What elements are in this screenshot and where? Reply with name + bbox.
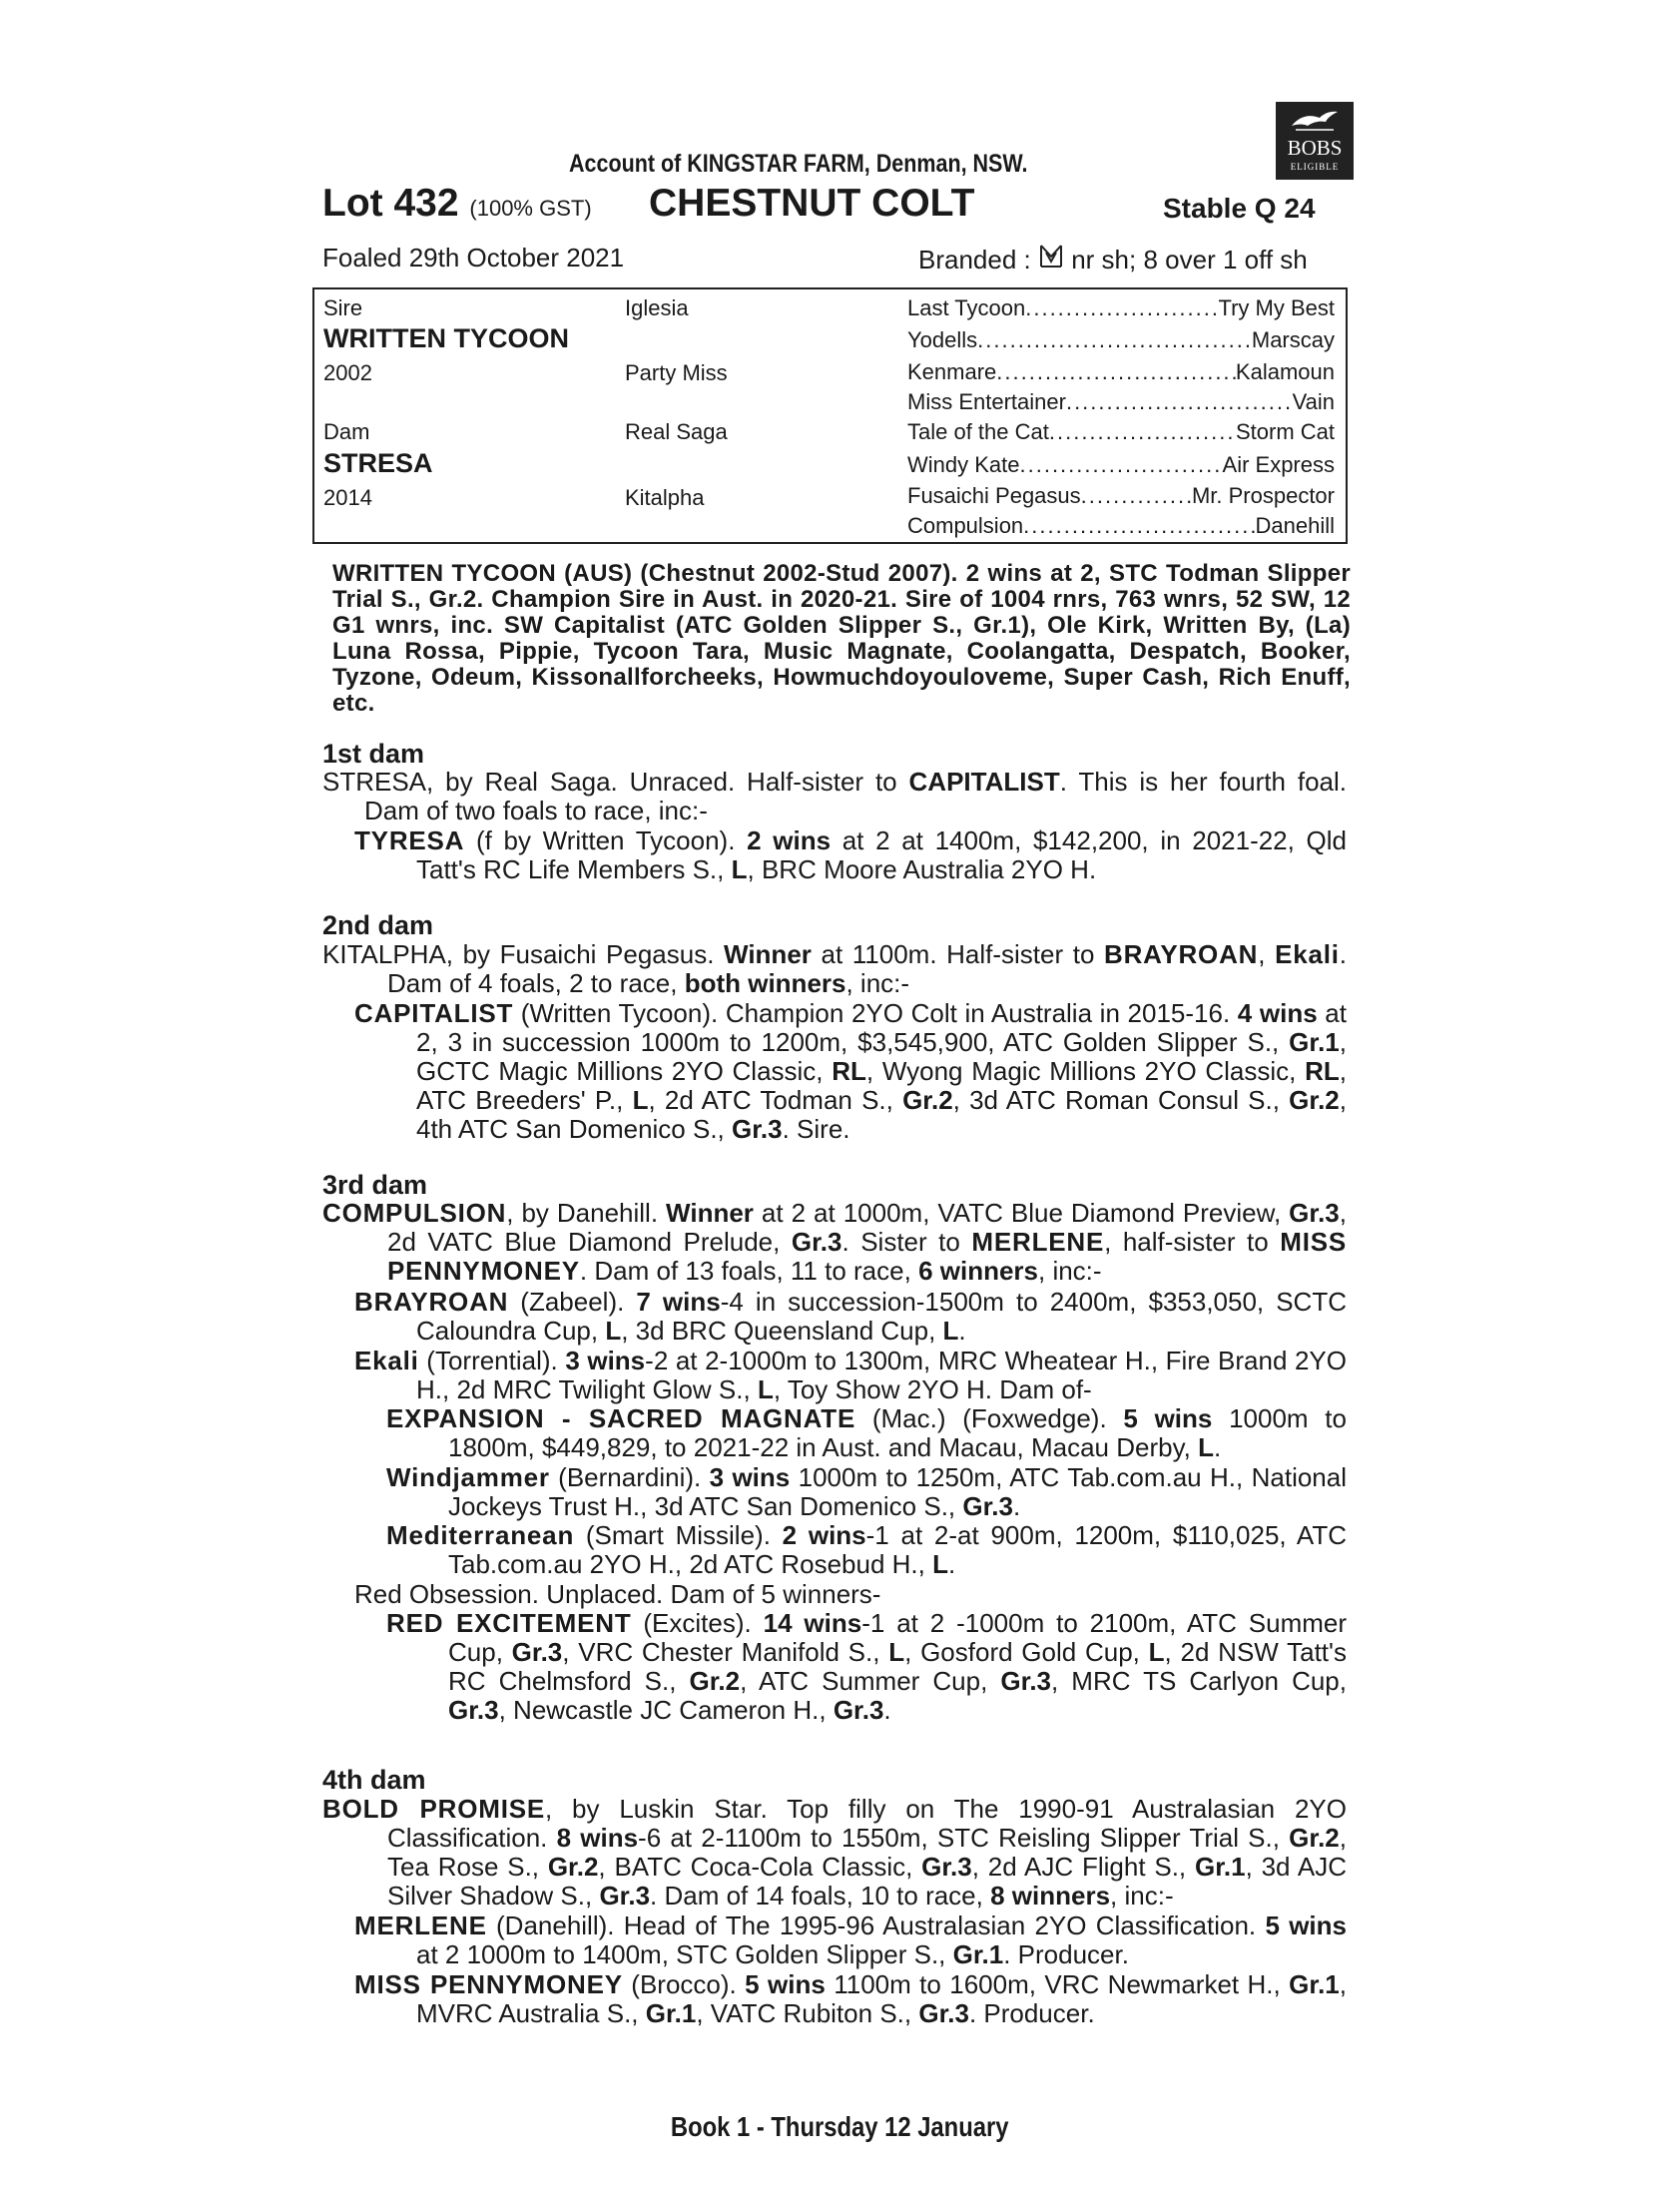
lot-number [322, 182, 592, 226]
bobs-eligible-logo [1276, 102, 1354, 180]
progeny-red-obsession: Red Obsession. Unplaced. Dam of 5 winners- [354, 1579, 881, 1609]
dam-name: STRESA [323, 448, 433, 478]
ancestor-right: Air Express [1222, 452, 1335, 477]
progeny-tyresa: TYRESA (f by Written Tycoon). 2 wins at 2 at 1400m, $142,200, in 2021-22, Qld Tatt's RC Life Members S., L, BRC Moore Australia 2YO H. [354, 825, 1348, 884]
ancestor-right: Mr. Prospector [1191, 483, 1335, 508]
progeny-merlene: MERLENE (Danehill). Head of The 1995-96 Australasian 2YO Classification. 5 wins at 2 1000m to 1400m, STC Golden Slipper S., Gr.1. Producer. [354, 1911, 1347, 1969]
sire-label: Sire [323, 295, 363, 320]
sire-year: 2002 [323, 360, 372, 385]
pedigree-row [907, 483, 1335, 509]
dam-dam: Kitalpha [625, 485, 705, 510]
ancestor-left: Windy Kate [907, 452, 1020, 477]
ancestor-left: Yodells [907, 327, 978, 352]
stable-location: Stable Q 24 [1163, 193, 1316, 224]
ancestor-right: Vain [1292, 389, 1335, 414]
footer-text: Book 1 - Thursday 12 January [671, 2111, 1009, 2142]
third-dam-paragraph: COMPULSION, by Danehill. Winner at 2 at 1000m, VATC Blue Diamond Preview, Gr.3, 2d VATC Blue Diamond Prelude, Gr.3. Sister to MERLENE, half-sister to MISS PENNYMONEY. Dam of 13 foals, 11 to race, 6 winners, inc:- [322, 1198, 1348, 1286]
ancestor-left: Miss Entertainer [907, 389, 1066, 414]
progeny-expansion: EXPANSION - SACRED MAGNATE (Mac.) (Foxwedge). 5 wins 1000m to 1800m, $449,829, to 2021-22 in Aust. and Macau, Macau Derby, L. [386, 1403, 1347, 1462]
ancestor-left: Tale of the Cat [907, 419, 1049, 444]
sire-sire: Iglesia [625, 295, 689, 320]
ancestor-right: Try My Best [1218, 295, 1335, 320]
lot-title: CHESTNUT COLT [649, 182, 975, 225]
lot-label: Lot 432 [322, 182, 459, 225]
first-dam-heading: 1st dam [322, 739, 425, 769]
pedigree-row [907, 359, 1335, 385]
sire-dam: Party Miss [625, 360, 728, 385]
progeny-windjammer: Windjammer (Bernardini). 3 wins 1000m to 1250m, ATC Tab.com.au H., National Jockeys Trust H., 3d ATC San Domenico S., Gr.3. [386, 1462, 1347, 1521]
gst-note: (100% GST) [469, 196, 592, 221]
ancestor-left: Compulsion [907, 513, 1024, 538]
progeny-mediterranean: Mediterranean (Smart Missile). 2 wins-1 at 2-at 900m, 1200m, $110,025, ATC Tab.com.au 2YO H., 2d ATC Rosebud H., L. [386, 1520, 1347, 1579]
branded-label: Branded : [918, 245, 1031, 274]
third-dam-heading: 3rd dam [322, 1170, 428, 1200]
brand-info [918, 243, 1308, 275]
brand-description: nr sh; 8 over 1 off sh [1071, 245, 1308, 274]
ancestor-right: Storm Cat [1235, 419, 1335, 444]
pedigree-row [907, 327, 1335, 353]
pedigree-table [312, 287, 1348, 544]
ancestor-right: Marscay [1251, 327, 1335, 352]
ancestor-left: Fusaichi Pegasus [907, 483, 1081, 508]
progeny-brayroan: BRAYROAN (Zabeel). 7 wins-4 in succession-1500m to 2400m, $353,050, SCTC Caloundra Cup, L, 3d BRC Queensland Cup, L. [354, 1287, 1347, 1346]
progeny-capitalist: CAPITALIST (Written Tycoon). Champion 2YO Colt in Australia in 2015-16. 4 wins at 2, 3 in succession 1000m to 1200m, $3,545,900, ATC Golden Slipper S., Gr.1, GCTC Magic Millions 2YO Classic, RL, Wyong Magic Millions 2YO Classic, RL, ATC Breeders' P., L, 2d ATC Todman S., Gr.2, 3d ATC Roman Consul S., Gr.2, 4th ATC San Domenico S., Gr.3. Sire. [354, 998, 1347, 1144]
pedigree-row [907, 513, 1335, 539]
bird-icon [1290, 108, 1340, 134]
progeny-miss-pennymoney: MISS PENNYMONEY (Brocco). 5 wins 1100m to 1600m, VRC Newmarket H., Gr.1, MVRC Australia S., Gr.1, VATC Rubiton S., Gr.3. Producer. [354, 1969, 1347, 2028]
sire-summary: WRITTEN TYCOON (AUS) (Chestnut 2002-Stud 2007). 2 wins at 2, STC Todman Slipper Trial S., Gr.2. Champion Sire in Aust. in 2020-21. Sire of 1004 rnrs, 763 wnrs, 52 SW, 12 G1 wnrs, inc. SW Capitalist (ATC Golden Slipper S., Gr.1), Ole Kirk, Written By, (La) Luna Rossa, Pippie, Tycoon Tara, Music Magnate, Coolangatta, Despatch, Booker, Tyzone, Odeum, Kissonallforcheeks, Howmuchdoyouloveme, Super Cash, Rich Enuff, etc. [332, 560, 1351, 717]
second-dam-heading: 2nd dam [322, 910, 434, 940]
logo-text-eligible: ELIGIBLE [1290, 162, 1340, 172]
fourth-dam-paragraph: BOLD PROMISE, by Luskin Star. Top filly on The 1990-91 Australasian 2YO Classification. 8 wins-6 at 2-1100m to 1550m, STC Reisling Slipper Trial S., Gr.2, Tea Rose S., Gr.2, BATC Coca-Cola Classic, Gr.3, 2d AJC Flight S., Gr.1, 3d AJC Silver Shadow S., Gr.3. Dam of 14 foals, 10 to race, 8 winners, inc:- [322, 1794, 1348, 1911]
dam-label: Dam [323, 419, 370, 444]
page-footer [0, 2111, 1680, 2143]
ancestor-right: Kalamoun [1235, 359, 1335, 384]
pedigree-row [907, 452, 1335, 478]
ancestor-left: Last Tycoon [907, 295, 1026, 320]
pedigree-row [907, 389, 1335, 415]
progeny-red-excitement: RED EXCITEMENT (Excites). 14 wins-1 at 2 -1000m to 2100m, ATC Summer Cup, Gr.3, VRC Chester Manifold S., L, Gosford Gold Cup, L, 2d NSW Tatt's RC Chelmsford S., Gr.2, ATC Summer Cup, Gr.3, MRC TS Carlyon Cup, Gr.3, Newcastle JC Cameron H., Gr.3. [386, 1608, 1348, 1725]
dam-sire: Real Saga [625, 419, 728, 444]
fourth-dam-heading: 4th dam [322, 1765, 426, 1795]
pedigree-row [907, 419, 1335, 445]
sire-name: WRITTEN TYCOON [323, 323, 569, 353]
foaled-date: Foaled 29th October 2021 [322, 243, 625, 273]
ancestor-left: Kenmare [907, 359, 997, 384]
brand-mark-icon [1038, 243, 1064, 271]
first-dam-paragraph: STRESA, by Real Saga. Unraced. Half-sister to CAPITALIST. This is her fourth foal. Dam of two foals to race, inc:- [322, 767, 1347, 825]
second-dam-paragraph: KITALPHA, by Fusaichi Pegasus. Winner at 1100m. Half-sister to BRAYROAN, Ekali. Dam of 4 foals, 2 to race, both winners, inc:- [322, 939, 1348, 998]
dam-year: 2014 [323, 485, 372, 510]
vendor-account: Account of KINGSTAR FARM, Denman, NSW. [569, 150, 1028, 178]
pedigree-row [907, 295, 1335, 321]
progeny-ekali: Ekali (Torrential). 3 wins-2 at 2-1000m to 1300m, MRC Wheatear H., Fire Brand 2YO H., 2d MRC Twilight Glow S., L, Toy Show 2YO H. Dam of- [354, 1346, 1347, 1404]
ancestor-right: Danehill [1255, 513, 1335, 538]
logo-text-bobs: BOBS [1287, 136, 1343, 160]
